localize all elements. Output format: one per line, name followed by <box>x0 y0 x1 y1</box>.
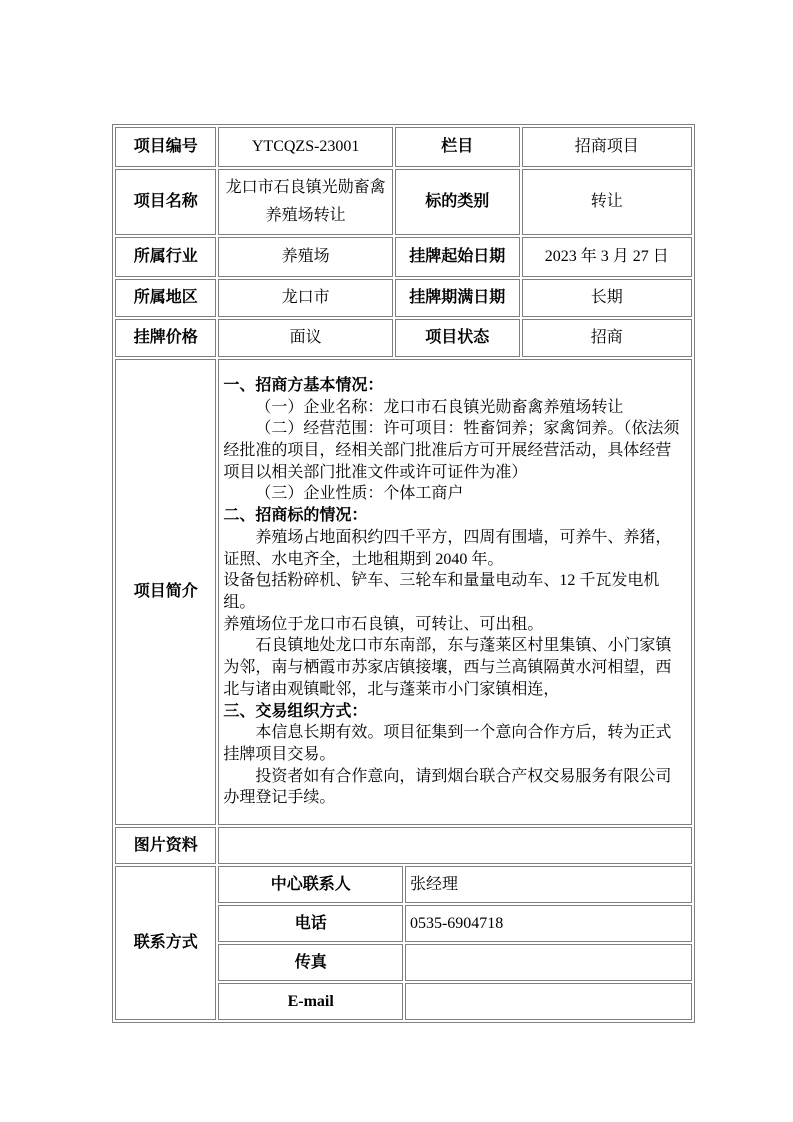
column-label: 栏目 <box>395 127 520 167</box>
profile-paragraph: 投资者如有合作意向，请到烟台联合产权交易服务有限公司办理登记手续。 <box>223 767 672 807</box>
industry-label: 所属行业 <box>115 237 216 277</box>
contact-phone-label: 电话 <box>218 905 403 942</box>
profile-paragraph: （三）企业性质：个体工商户 <box>255 485 464 503</box>
profile-paragraph: 养殖场占地面积约四千平方，四周有围墙，可养牛、养猪，证照、水电齐全，土地租期到 2040 年。 <box>223 528 672 568</box>
table-row <box>115 866 692 903</box>
contact-email-value <box>405 983 692 1020</box>
contact-fax-label: 传真 <box>218 944 403 981</box>
project-name-value: 龙口市石良镇光勋畜禽养殖场转让 <box>218 169 392 235</box>
listing-expiry-value: 长期 <box>522 279 692 317</box>
project-no-value: YTCQZS-23001 <box>218 127 392 167</box>
listing-price-label: 挂牌价格 <box>115 319 216 357</box>
profile-paragraphs <box>218 359 692 825</box>
profile-paragraph: 二、招商标的情况： <box>223 507 368 525</box>
column-value: 招商项目 <box>522 127 692 167</box>
profile-paragraph: （一）企业名称：龙口市石良镇光勋畜禽养殖场转让 <box>255 398 624 416</box>
contact-person-value: 张经理 <box>405 866 692 903</box>
project-name-label: 项目名称 <box>115 169 216 235</box>
profile-paragraph: 本信息长期有效。项目征集到一个意向合作方后，转为正式挂牌项目交易。 <box>223 724 672 763</box>
project-status-label: 项目状态 <box>395 319 520 357</box>
profile-paragraph: （二）经营范围：许可项目：牲畜饲养；家禽饲养。（依法须经批准的项目，经相关部门批准后方可开展经营活动，具体经营项目以相关部门批准文件或许可证件为准） <box>223 420 680 481</box>
profile-paragraph: 养殖场位于龙口市石良镇，可转让、可出租。 <box>223 615 544 633</box>
project-no-label: 项目编号 <box>115 127 216 167</box>
project-status-value: 招商 <box>522 319 692 357</box>
profile-paragraph: 一、招商方基本情况： <box>223 376 384 394</box>
pictures-label: 图片资料 <box>115 827 216 864</box>
listing-start-date-value: 2023 年 3 月 27 日 <box>522 237 692 277</box>
listing-expiry-label: 挂牌期满日期 <box>395 279 520 317</box>
contact-email-label: E-mail <box>218 983 403 1020</box>
listing-price-value: 面议 <box>218 319 392 357</box>
table-row <box>115 827 692 864</box>
table-row <box>115 237 692 277</box>
industry-value: 养殖场 <box>218 237 392 277</box>
profile-paragraph: 石良镇地处龙口市东南部，东与蓬莱区村里集镇、小门家镇为邻，南与栖霞市苏家店镇接壤，西与兰高镇隔黄水河相望，西北与诸由观镇毗邻，北与蓬莱市小门家镇相连， <box>223 637 672 698</box>
contact-person-label: 中心联系人 <box>218 866 403 903</box>
contact-phone-value: 0535-6904718 <box>405 905 692 942</box>
profile-label: 项目简介 <box>115 359 216 825</box>
table-row <box>115 127 692 167</box>
listing-start-date-label: 挂牌起始日期 <box>395 237 520 277</box>
contact-label: 联系方式 <box>115 866 216 1020</box>
pictures-value <box>218 827 692 864</box>
table-row <box>115 359 692 825</box>
profile-paragraph: 三、交易组织方式： <box>223 702 368 720</box>
table-row <box>115 319 692 357</box>
target-type-label: 标的类别 <box>395 169 520 235</box>
contact-fax-value <box>405 944 692 981</box>
table-row <box>115 279 692 317</box>
table-row <box>115 169 692 235</box>
project-info-table <box>112 124 695 1023</box>
region-value: 龙口市 <box>218 279 392 317</box>
region-label: 所属地区 <box>115 279 216 317</box>
profile-paragraph: 设备包括粉碎机、铲车、三轮车和量量电动车、12 千瓦发电机组。 <box>223 572 660 611</box>
target-type-value: 转让 <box>522 169 692 235</box>
